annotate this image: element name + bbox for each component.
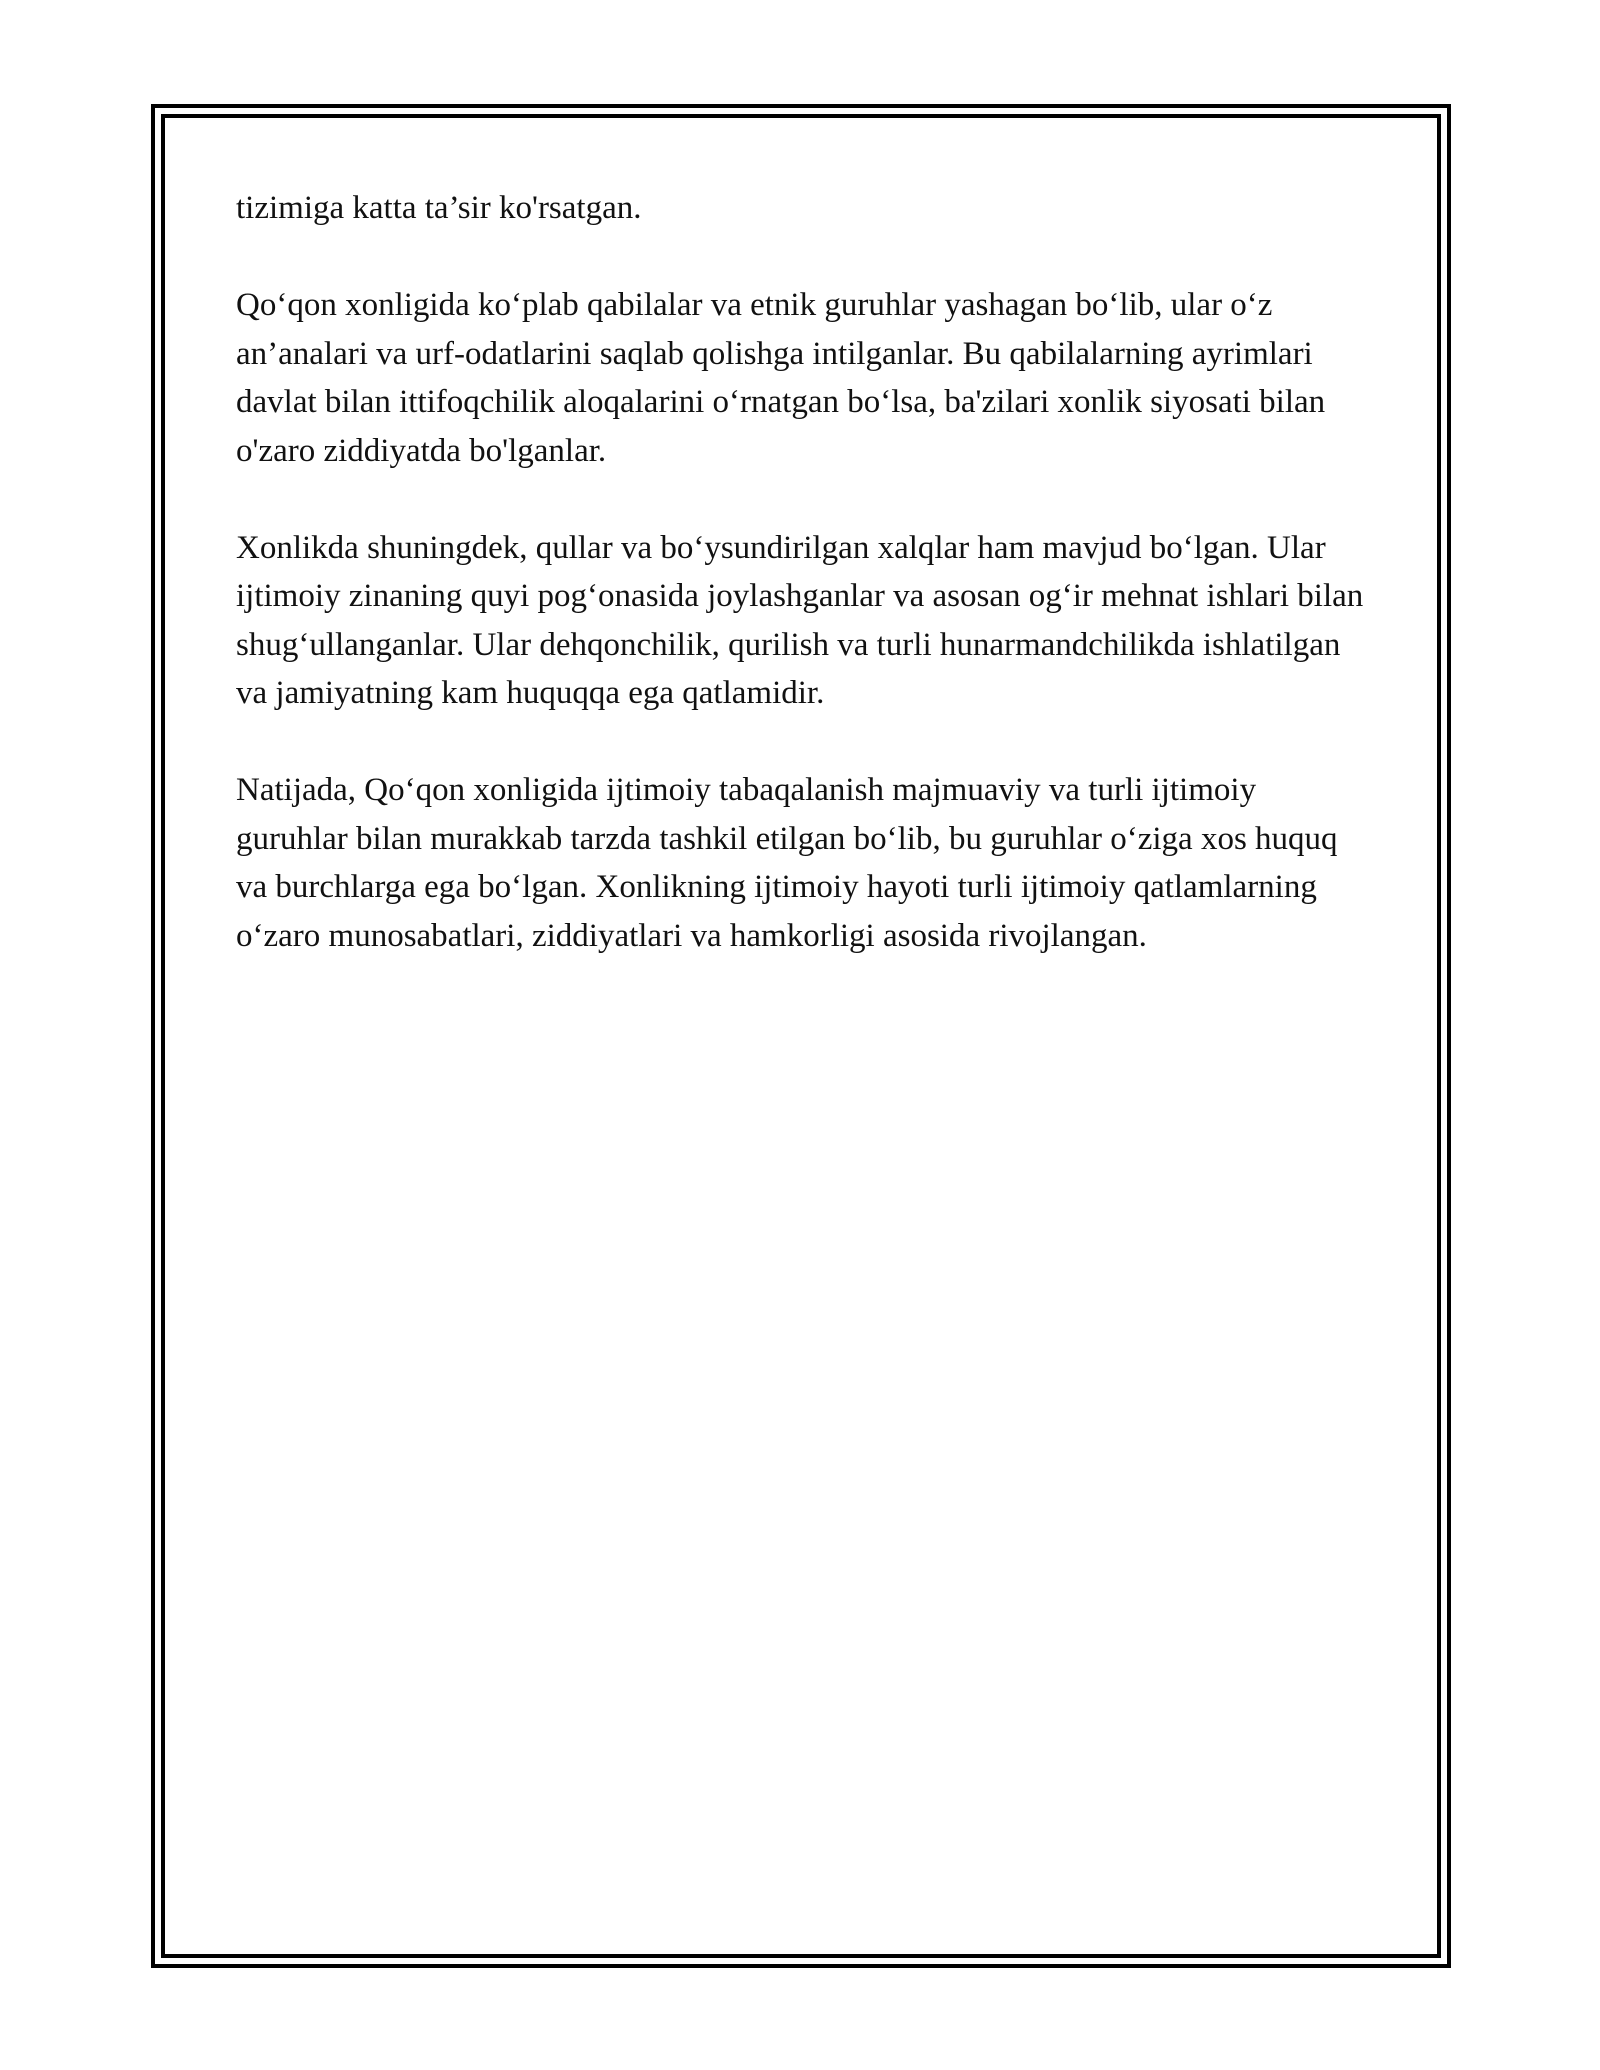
paragraph-1: tizimiga katta ta’sir ko'rsatgan. bbox=[236, 190, 642, 226]
paragraph-2: Qo‘qon xonligida ko‘plab qabilalar va etnik guruhlar yashagan bo‘lib, ular o‘z an’analari va urf-odatlarini saqlab qolishga intilganlar. Bu qabilalarning ayrimlari davlat bilan ittifoqchilik aloqalarini o‘rnatgan bo‘lsa, ba'zilari xonlik siyosati bilan o'zaro ziddiyatda bo'lganlar. bbox=[236, 287, 1326, 469]
paragraph-3: Xonlikda shuningdek, qullar va bo‘ysundirilgan xalqlar ham mavjud bo‘lgan. Ular ijtimoiy zinaning quyi pog‘onasida joylashganlar va asosan og‘ir mehnat ishlari bilan shug‘ullanganlar. Ular dehqonchilik, qurilish va turli hunarmandchilikda ishlatilgan va jamiyatning kam huquqqa ega qatlamidir. bbox=[236, 529, 1364, 711]
document-body bbox=[236, 184, 1376, 1009]
paragraph-4: Natijada, Qo‘qon xonligida ijtimoiy tabaqalanish majmuaviy va turli ijtimoiy guruhlar bilan murakkab tarzda tashkil etilgan bo‘lib, bu guruhlar o‘ziga xos huquq va burchlarga ega bo‘lgan. Xonlikning ijtimoiy hayoti turli ijtimoiy qatlamlarning o‘zaro munosabatlari, ziddiyatlari va hamkorligi asosida rivojlangan. bbox=[236, 772, 1338, 954]
